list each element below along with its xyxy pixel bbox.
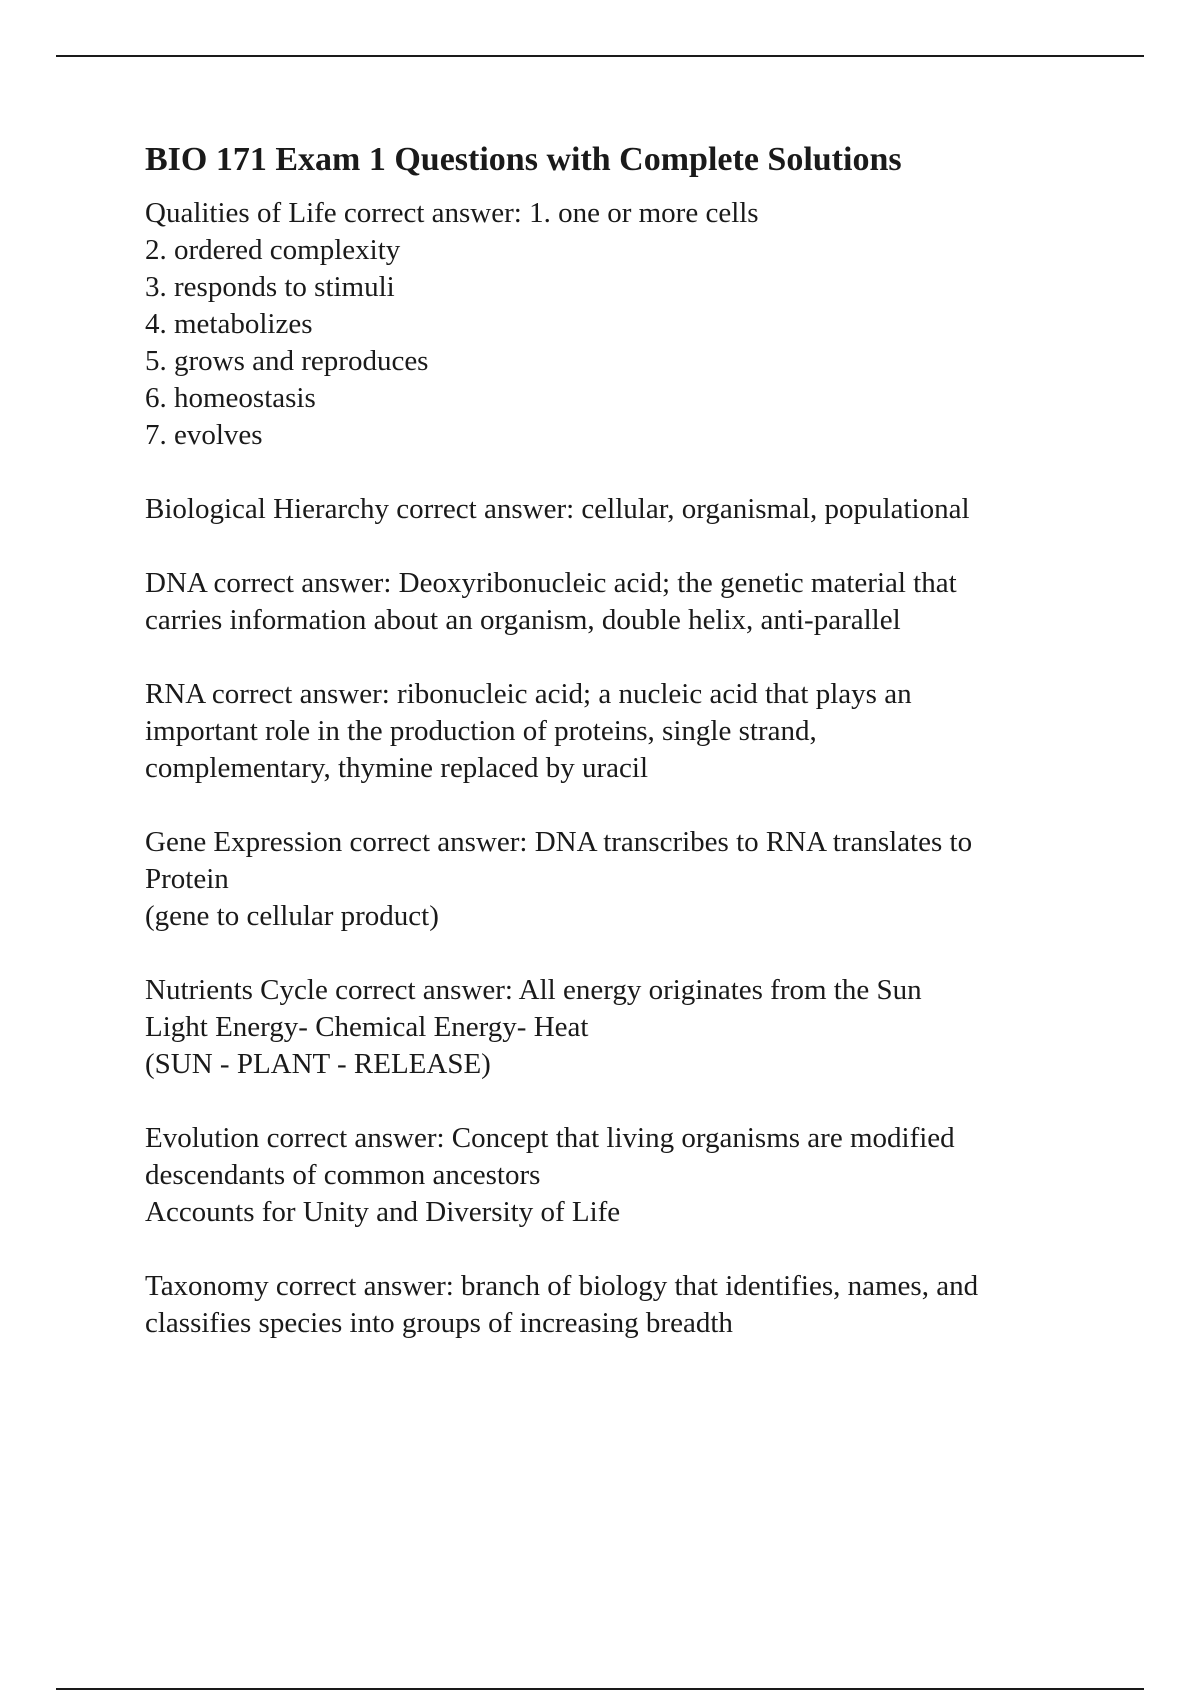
entry-line: important role in the production of proteins, single strand, xyxy=(145,714,817,747)
entry-line: 4. metabolizes xyxy=(145,307,313,340)
entry-taxonomy xyxy=(145,1268,1085,1342)
entry-line: 3. responds to stimuli xyxy=(145,270,395,303)
entry-line: classifies species into groups of increasing breadth xyxy=(145,1306,733,1339)
document-body xyxy=(145,140,1085,1379)
entry-line: Taxonomy correct answer: branch of biology that identifies, names, and xyxy=(145,1269,979,1302)
entry-line: Protein xyxy=(145,862,229,895)
entry-line: descendants of common ancestors xyxy=(145,1158,541,1191)
entry-line: Biological Hierarchy correct answer: cellular, organismal, populational xyxy=(145,492,970,525)
entry-line: 2. ordered complexity xyxy=(145,233,401,266)
entry-line: carries information about an organism, double helix, anti-parallel xyxy=(145,603,901,636)
entry-line: DNA correct answer: Deoxyribonucleic acid; the genetic material that xyxy=(145,566,957,599)
entry-line: Accounts for Unity and Diversity of Life xyxy=(145,1195,621,1228)
entry-rna xyxy=(145,676,1085,787)
entry-biological-hierarchy xyxy=(145,491,1085,528)
entry-line: Qualities of Life correct answer: 1. one or more cells xyxy=(145,196,759,229)
entry-line: 5. grows and reproduces xyxy=(145,344,429,377)
entry-line: Light Energy- Chemical Energy- Heat xyxy=(145,1010,589,1043)
entry-line: Evolution correct answer: Concept that living organisms are modified xyxy=(145,1121,955,1154)
entry-gene-expression xyxy=(145,824,1085,935)
entry-evolution xyxy=(145,1120,1085,1231)
entry-line: RNA correct answer: ribonucleic acid; a nucleic acid that plays an xyxy=(145,677,912,710)
top-rule xyxy=(56,55,1144,57)
entry-line: 7. evolves xyxy=(145,418,263,451)
entry-line: (SUN - PLANT - RELEASE) xyxy=(145,1047,491,1080)
entry-line: complementary, thymine replaced by uracil xyxy=(145,751,648,784)
entry-line: Gene Expression correct answer: DNA transcribes to RNA translates to xyxy=(145,825,973,858)
entry-qualities-of-life xyxy=(145,195,1085,454)
bottom-rule xyxy=(56,1688,1144,1690)
entry-line: (gene to cellular product) xyxy=(145,899,439,932)
entry-line: Nutrients Cycle correct answer: All energy originates from the Sun xyxy=(145,973,922,1006)
document-title: BIO 171 Exam 1 Questions with Complete Solutions xyxy=(145,141,902,178)
entry-line: 6. homeostasis xyxy=(145,381,316,414)
entry-nutrients-cycle xyxy=(145,972,1085,1083)
entry-dna xyxy=(145,565,1085,639)
